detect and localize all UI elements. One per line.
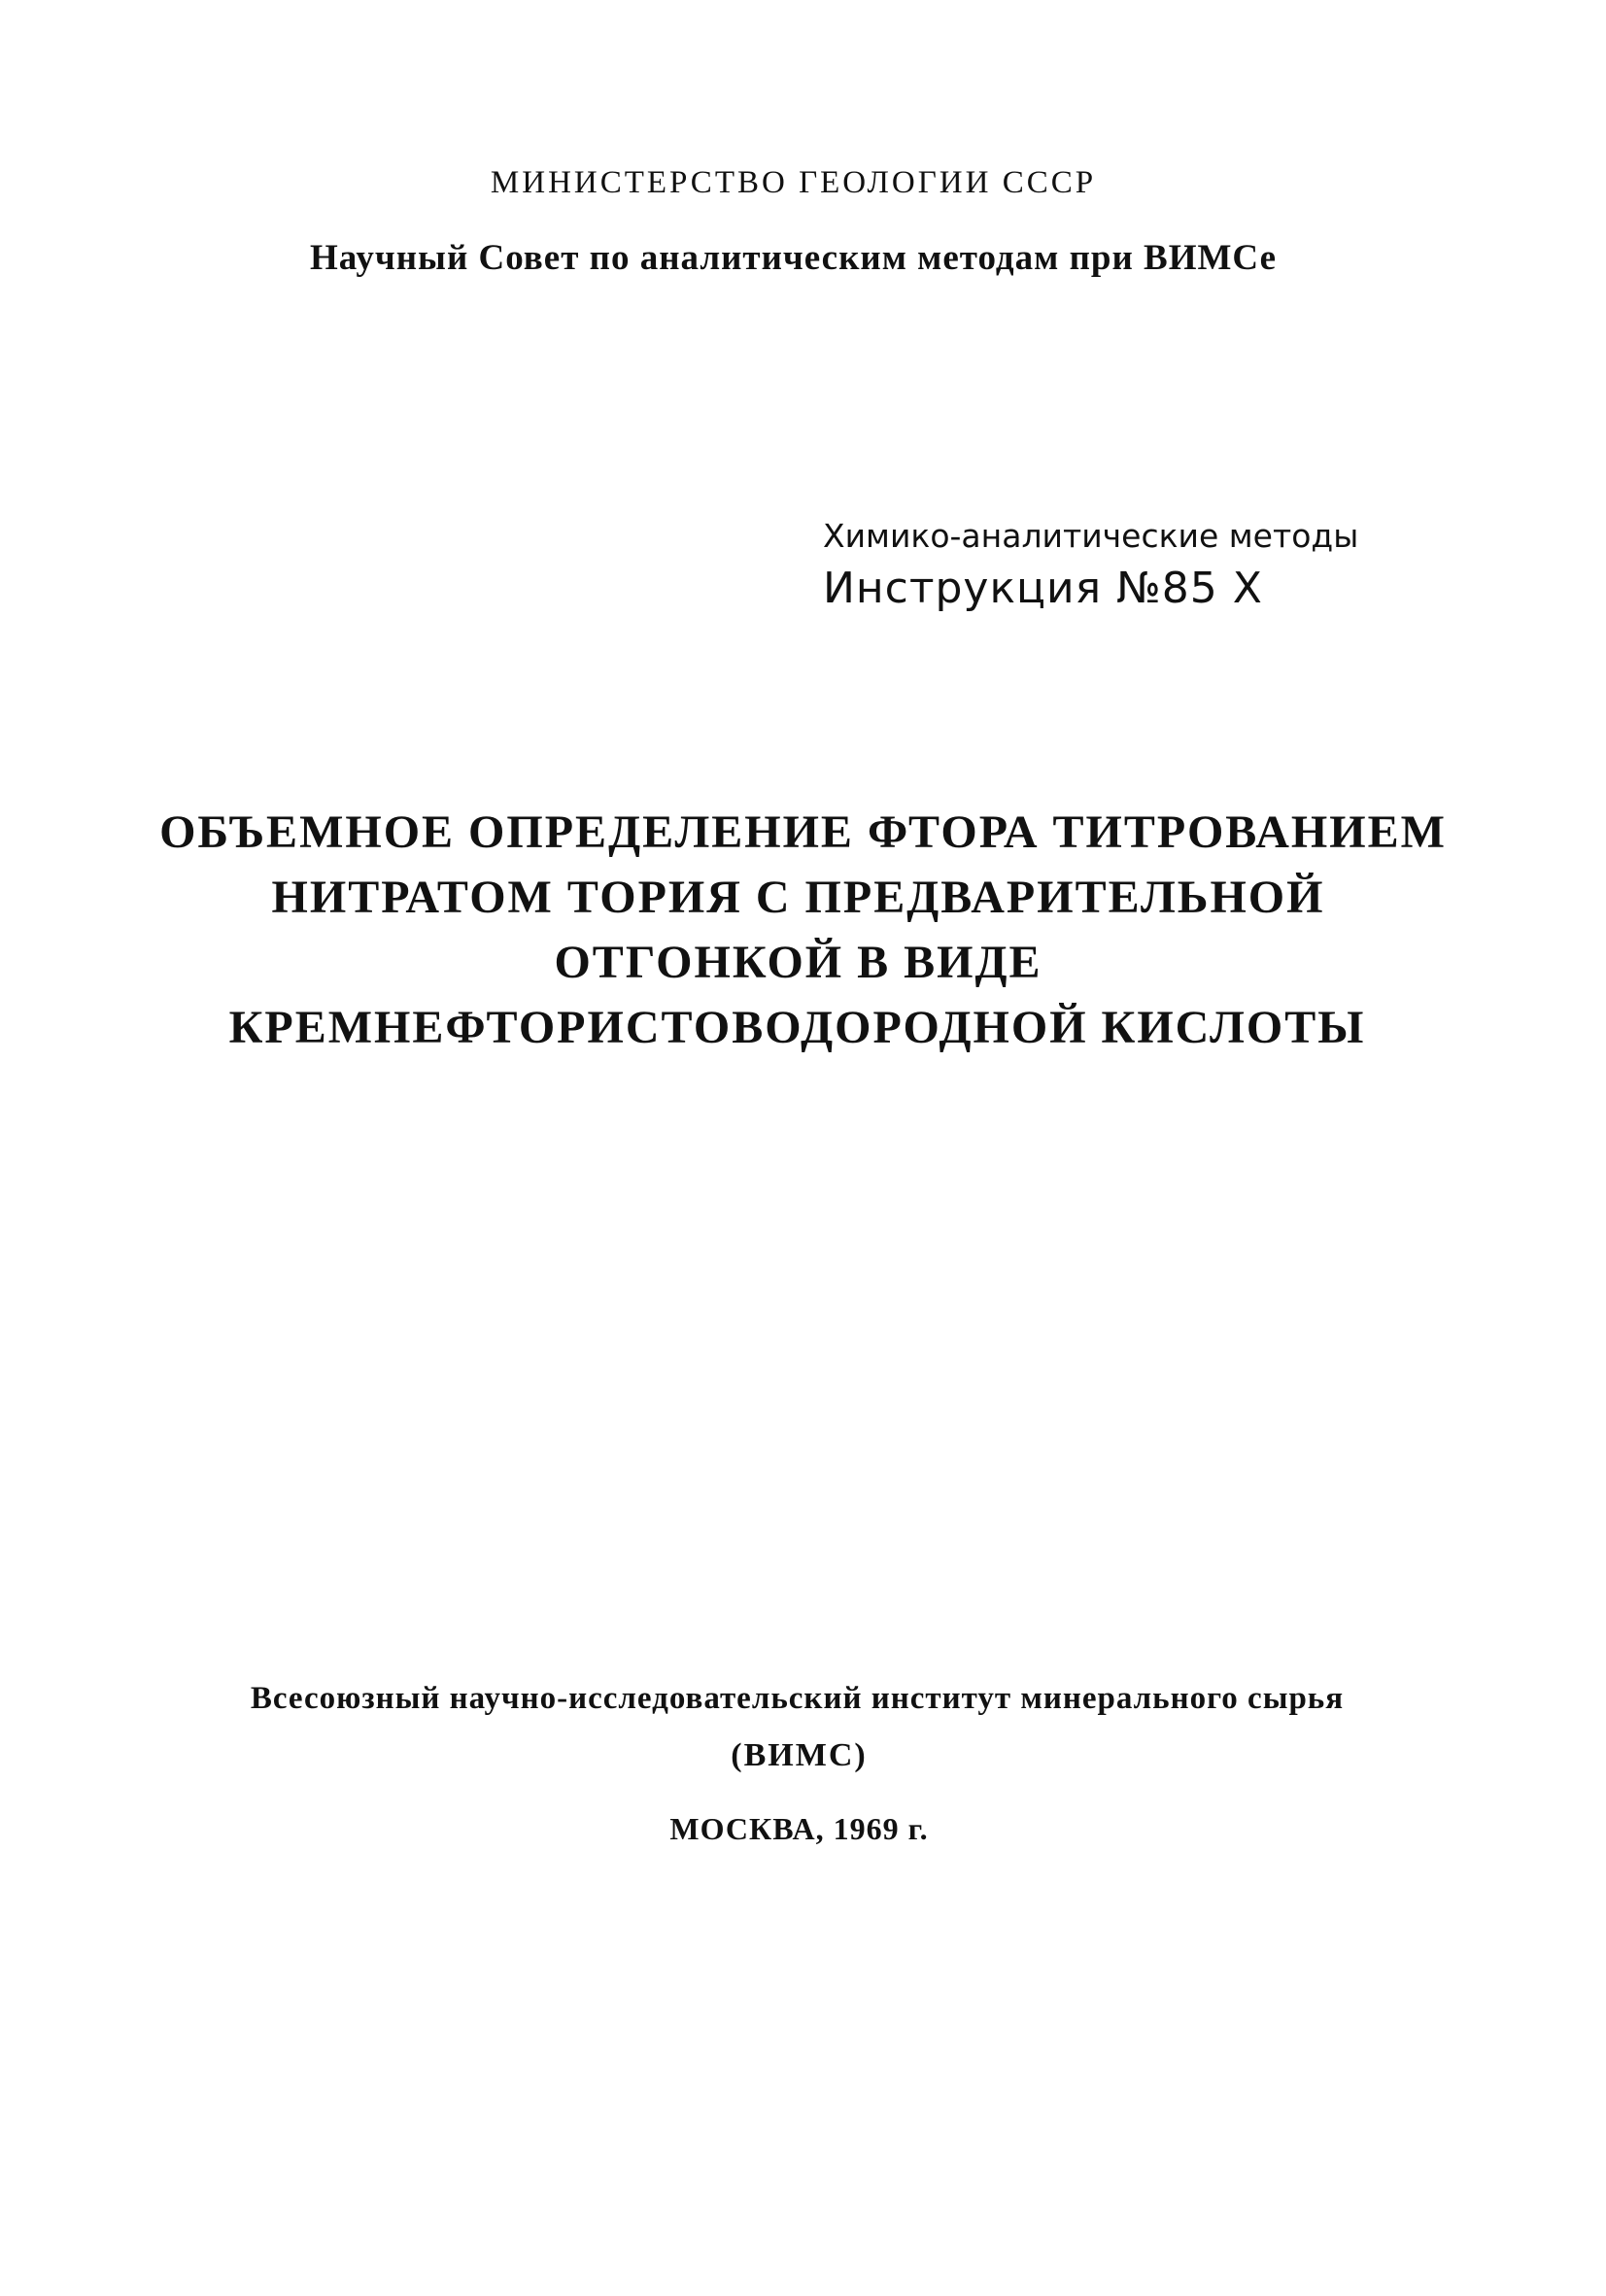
title-line: КРЕМНЕФТОРИСТОВОДОРОДНОЙ КИСЛОТЫ [228, 1002, 1366, 1053]
title-line: ОТГОНКОЙ В ВИДЕ [554, 937, 1042, 988]
series-block [823, 513, 1358, 618]
ministry-heading: МИНИСТЕРСТВО ГЕОЛОГИИ СССР [490, 165, 1097, 200]
publisher-abbreviation: (ВИМС) [731, 1737, 868, 1773]
publisher-name: Всесоюзный научно-исследовательский институт минерального сырья [250, 1681, 1345, 1716]
series-label: Химико-аналитические методы [823, 517, 1359, 555]
title-line: НИТРАТОМ ТОРИЯ С ПРЕДВАРИТЕЛЬНОЙ [271, 872, 1325, 923]
publication-place-year: МОСКВА, 1969 г. [669, 1811, 929, 1846]
instruction-number: Инструкция №85 Х [823, 564, 1263, 613]
document-title [0, 800, 1606, 1060]
council-heading: Научный Совет по аналитическим методам при ВИМСе [309, 238, 1278, 278]
title-line: ОБЪЕМНОЕ ОПРЕДЕЛЕНИЕ ФТОРА ТИТРОВАНИЕМ [159, 806, 1447, 858]
